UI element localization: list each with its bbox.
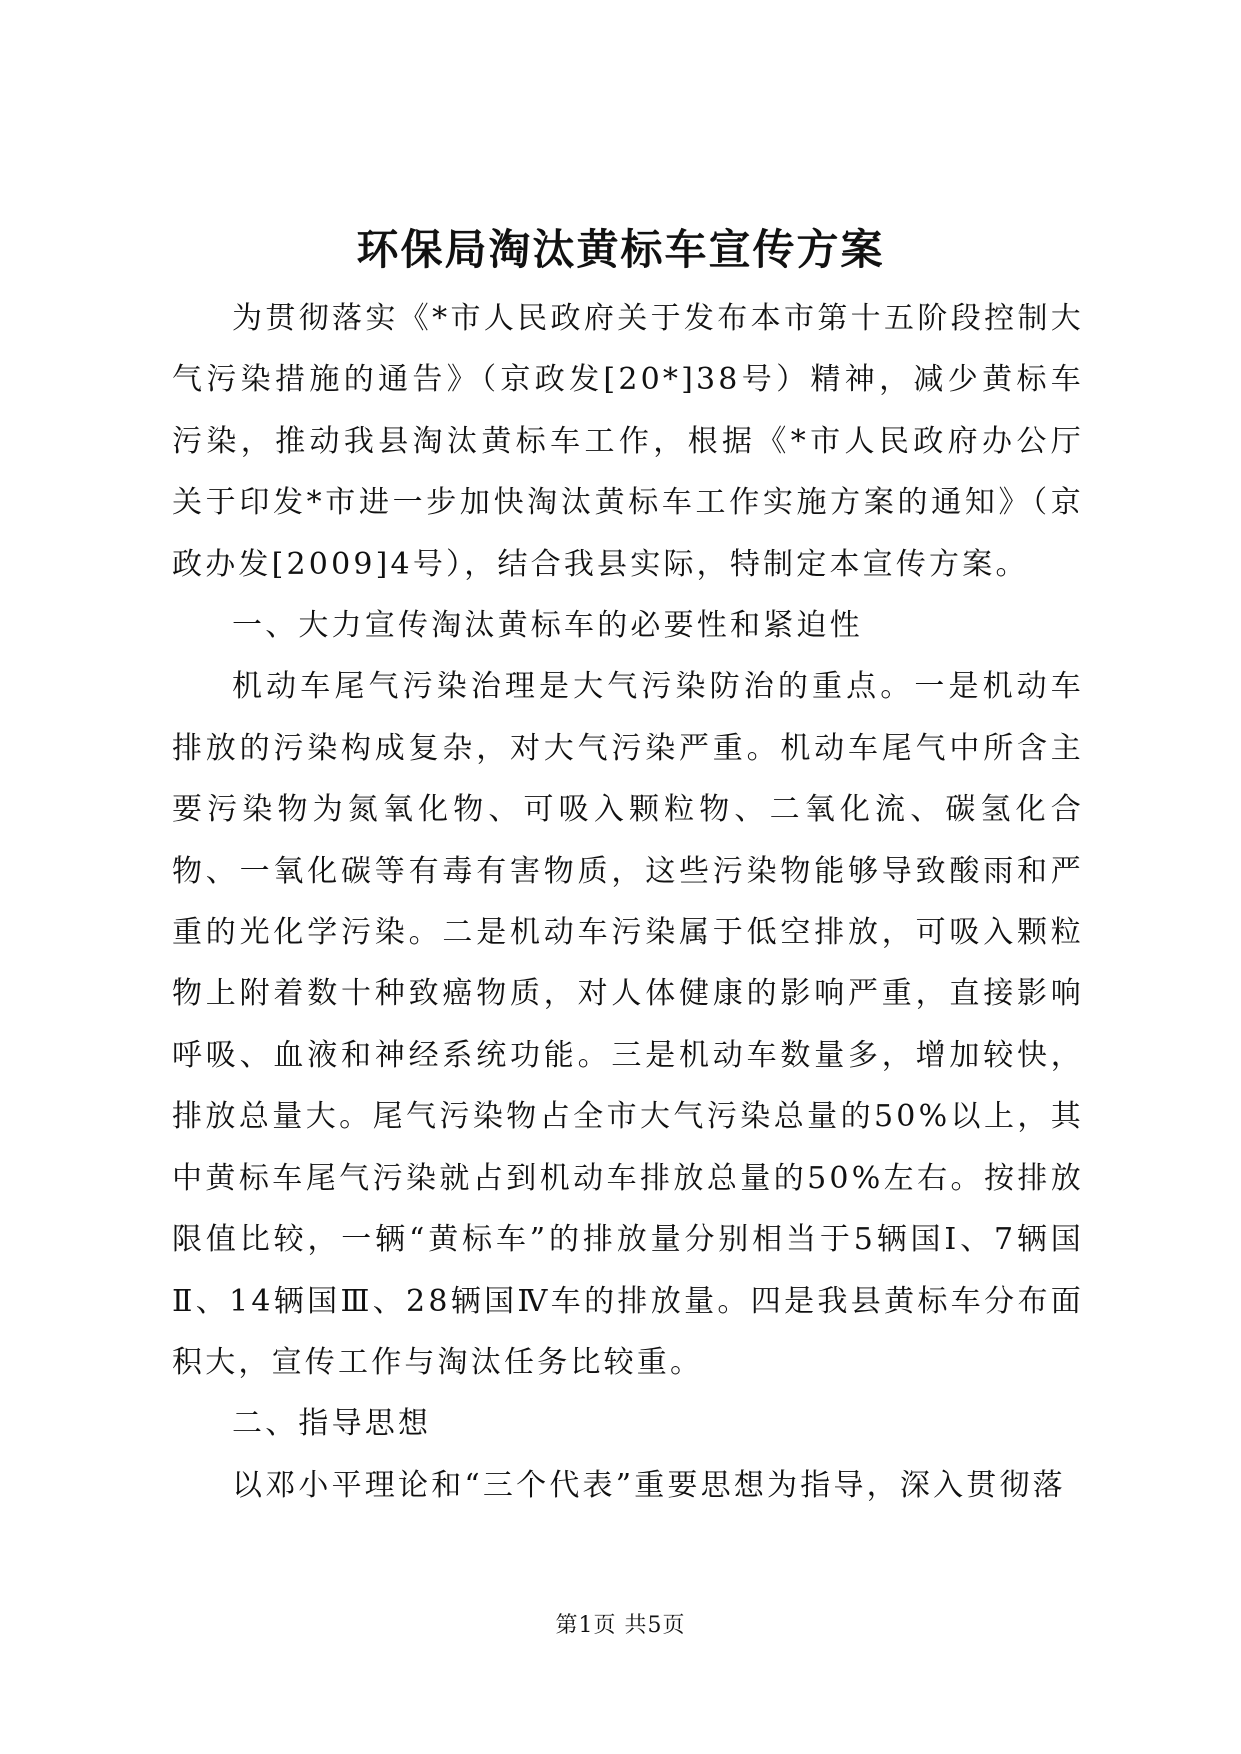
section-heading-2: 二、指导思想	[232, 1406, 432, 1442]
page-number-footer: 第1页 共5页	[555, 1613, 686, 1638]
document-title: 环保局淘汰黄标车宣传方案	[356, 225, 885, 274]
paragraph-guiding-thought: 以邓小平理论和“三个代表”重要思想为指导，深入贯彻落	[232, 1467, 1066, 1503]
paragraph-intro: 为贯彻落实《*市人民政府关于发布本市第十五阶段控制大气污染措施的通告》（京政发[20*]38号）精神，减少黄标车污染，推动我县淘汰黄标车工作，根据《*市人民政府办公厅关于印发*市进一步加快淘汰黄标车工作实施方案的通知》（京政办发[2009]4号），结合我县实际，特制定本宣传方案。	[172, 301, 1084, 582]
document-body	[172, 288, 1084, 1516]
paragraph-pollution: 机动车尾气污染治理是大气污染防治的重点。一是机动车排放的污染构成复杂，对大气污染严重。机动车尾气中所含主要污染物为氮氧化物、可吸入颗粒物、二氧化流、碳氢化合物、一氧化碳等有毒有害物质，这些污染物能够导致酸雨和严重的光化学污染。二是机动车污染属于低空排放，可吸入颗粒物上附着数十种致癌物质，对人体健康的影响严重，直接影响呼吸、血液和神经系统功能。三是机动车数量多，增加较快，排放总量大。尾气污染物占全市大气污染总量的50%以上，其中黄标车尾气污染就占到机动车排放总量的50%左右。按排放限值比较，一辆“黄标车”的排放量分别相当于5辆国Ⅰ、7辆国Ⅱ、14辆国Ⅲ、28辆国Ⅳ车的排放量。四是我县黄标车分布面积大，宣传工作与淘汰任务比较重。	[172, 669, 1084, 1380]
section-heading-1: 一、大力宣传淘汰黄标车的必要性和紧迫性	[232, 608, 863, 644]
